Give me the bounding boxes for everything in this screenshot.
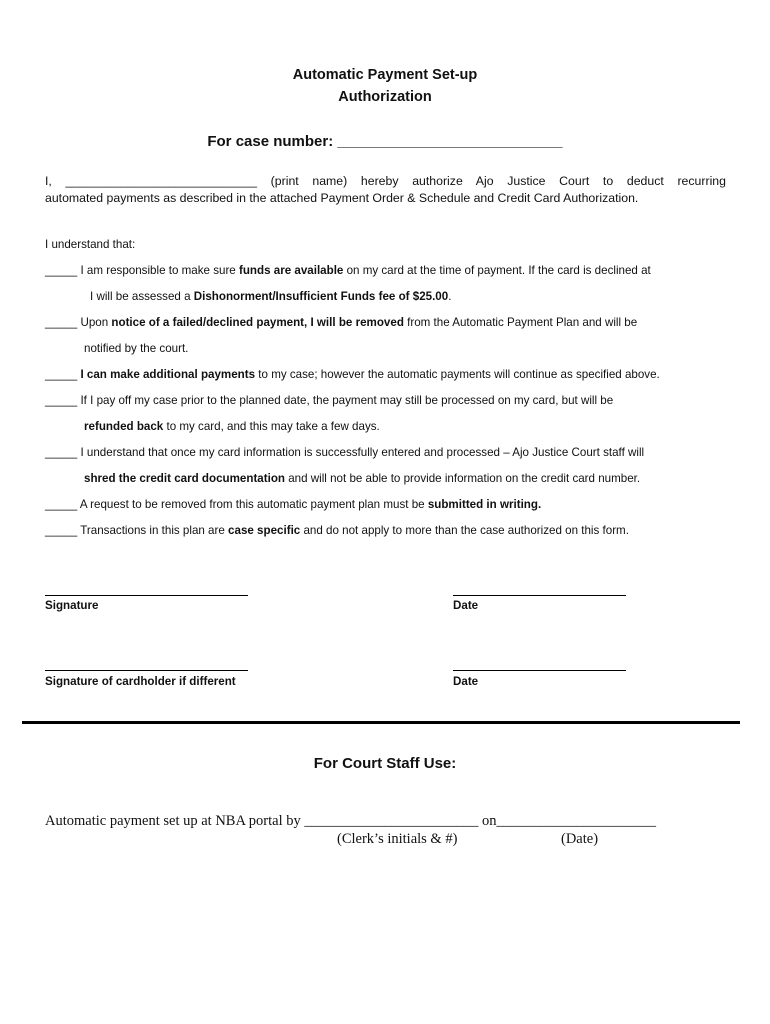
authorization-line-1[interactable]: I, ____________________________ (print name) hereby authorize Ajo Justice Court to deduct recurring: [45, 174, 726, 188]
item-text: on my card at the time of payment. If the card is declined at: [343, 264, 651, 277]
emphasis-text: refunded back: [84, 420, 164, 433]
acknowledgement-item-1-line-2: [90, 290, 451, 303]
form-title-line-1: Automatic Payment Set-up: [292, 67, 478, 83]
case-number-field[interactable]: For case number: ___________________________: [207, 133, 563, 150]
acknowledgement-item-2-line-2: [84, 342, 188, 355]
emphasis-text: I can make additional payments: [80, 368, 256, 381]
item-text: _____ I understand that once my card information is successfully entered and processed – Ajo Justice Court staff will: [45, 446, 645, 459]
acknowledgement-item-5-line-1[interactable]: [45, 446, 644, 459]
acknowledgement-item-2-line-1[interactable]: [45, 316, 637, 329]
section-divider: [22, 721, 740, 724]
date-label-1: Date: [453, 599, 479, 612]
item-text: _____ A request to be removed from this automatic payment plan must be: [45, 498, 428, 511]
staff-portal-line[interactable]: Automatic payment set up at NBA portal by ________________________ on______________________: [45, 813, 656, 829]
acknowledgement-item-4-line-1[interactable]: [45, 394, 613, 407]
item-text: from the Automatic Payment Plan and will be: [403, 316, 638, 329]
item-text: _____ I am responsible to make sure: [45, 264, 239, 277]
acknowledgement-item-7-line-1[interactable]: [45, 524, 629, 537]
cardholder-signature-label: Signature of cardholder if different: [45, 675, 236, 688]
signature-label: Signature: [45, 599, 99, 612]
emphasis-text: notice of a failed/declined payment, I will be removed: [111, 316, 404, 329]
item-text: _____: [45, 368, 81, 381]
cardholder-signature-line[interactable]: [45, 670, 248, 671]
item-text: I will be assessed a: [90, 290, 194, 303]
emphasis-text: submitted in writing.: [427, 498, 542, 511]
acknowledgement-item-5-line-2: [84, 472, 640, 485]
emphasis-text: Dishonorment/Insufficient Funds fee of $25.00: [193, 290, 449, 303]
signature-line[interactable]: [45, 595, 248, 596]
item-text: to my case; however the automatic payments will continue as specified above.: [255, 368, 660, 381]
item-text: to my card, and this may take a few days.: [163, 420, 380, 433]
emphasis-text: shred the credit card documentation: [84, 472, 285, 485]
item-text: .: [448, 290, 452, 303]
emphasis-text: funds are available: [238, 264, 344, 277]
item-text: _____ Transactions in this plan are: [45, 524, 229, 537]
understand-heading: I understand that:: [45, 238, 136, 251]
date-line-1[interactable]: [453, 595, 626, 596]
item-text: notified by the court.: [84, 342, 189, 355]
emphasis-text: case specific: [228, 524, 301, 537]
form-title-line-2: Authorization: [338, 89, 432, 105]
acknowledgement-item-3-line-1[interactable]: [45, 368, 660, 381]
date-caption: (Date): [561, 831, 599, 847]
authorization-line-2: automated payments as described in the attached Payment Order & Schedule and Credit Card Authorization.: [45, 191, 639, 205]
item-text: and will not be able to provide information on the credit card number.: [285, 472, 641, 485]
staff-use-heading: For Court Staff Use:: [313, 755, 457, 772]
item-text: _____ Upon: [45, 316, 112, 329]
acknowledgement-item-1-line-1[interactable]: [45, 264, 651, 277]
acknowledgement-item-6-line-1[interactable]: [45, 498, 541, 511]
acknowledgement-item-4-line-2: [84, 420, 380, 433]
item-text: and do not apply to more than the case authorized on this form.: [300, 524, 629, 537]
date-line-2[interactable]: [453, 670, 626, 671]
clerk-initials-caption: (Clerk’s initials & #): [337, 831, 458, 847]
date-label-2: Date: [453, 675, 479, 688]
item-text: _____ If I pay off my case prior to the planned date, the payment may still be processed on my card, but will be: [45, 394, 614, 407]
